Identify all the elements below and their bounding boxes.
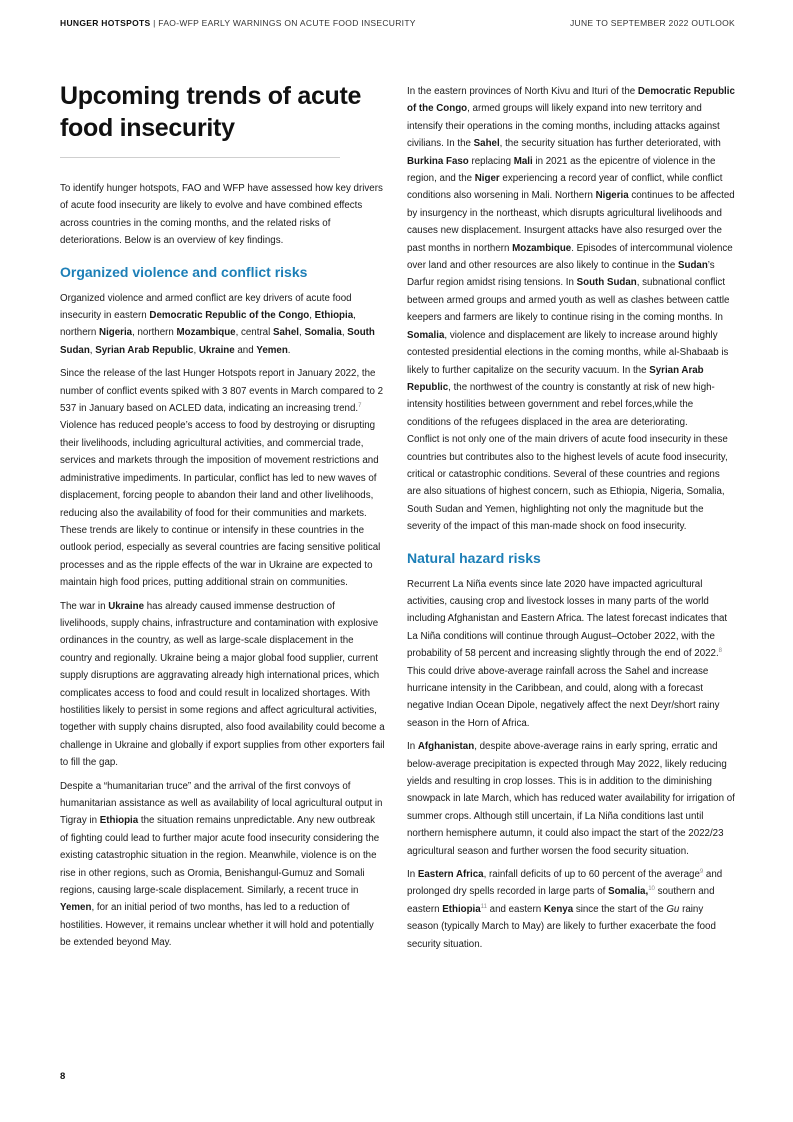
hazard-paragraph-1: Recurrent La Niña events since late 2020 have impacted agricultural activities, causing crop and livestock losses in many parts of the world including Afghanistan and Eastern Africa. The latest forecast indicates that La Niña conditions will continue through August–October 2022, with the probability of 58 percent and increasing slightly through the end of 2022.$^8$ This could drive above-average rainfall across the Sahel and increase hurricane intensity in the Caribbean, and could, along with a forecast negative Indian Ocean Dipole, negatively affect the next Deyr/short rainy season in the Horn of Africa.: [407, 578, 728, 729]
conflict-paragraph-1: Organized violence and armed conflict are key drivers of acute food insecurity in eastern Democratic Republic of the Congo, Ethiopia, northern Nigeria, northern Mozambique, central Sahel, Somalia, South Sudan, Syrian Arab Republic, Ukraine and Yemen.: [60, 292, 375, 356]
right-column: [407, 83, 735, 953]
conflict-paragraph-3: The war in Ukraine has already caused immense destruction of livelihoods, supply chains, infrastructure and contamination with explosive ordinances in the country, as well as large-scale displacement in the country and regionally. Ukraine being a major global food supplier, current supply disruptions are aggravating already high international prices, which complicates access to food and could result in localized shortages. With hostilities likely to persist in some regions and affect agricultural activities, together with supply chains disrupted, also food availability could become a challenge in Ukraine and globally if export supplies from other exporters fail to fill the gap.: [60, 600, 385, 769]
header-subtitle: FAO-WFP EARLY WARNINGS ON ACUTE FOOD INSECURITY: [158, 18, 416, 28]
footnote-ref: 10: [648, 886, 655, 893]
footnote-ref: 9: [699, 868, 704, 875]
section-heading-natural-hazard: Natural hazard risks: [407, 549, 541, 566]
page-number: 8: [60, 1071, 66, 1082]
conflict-paragraph-6: Conflict is not only one of the main drivers of acute food insecurity in these countries but contributes also to the highest levels of acute food insecurity, critical or catastrophic conditions. Several of these countries and regions are also situations of highest concern, such as Ethiopia, Nigeria, Somalia, South Sudan and Yemen, highlighting not only the magnitude but the severity of the impact of this man-made shock on food insecurity.: [407, 434, 728, 533]
footnote-ref: 8: [718, 647, 723, 654]
title-divider: [60, 157, 340, 158]
hazard-paragraph-2: In Afghanistan, despite above-average rains in early spring, erratic and below-average precipitation is expected through May 2022, likely reducing yields and resulting in crop losses. This is in addition to the diminishing snowpack in late March, which has reduced water availability for irrigation of summer crops. Although still uncertain, if La Niña conditions last until northern hemisphere autumn, it could also impact the start of the 2022/23 agricultural season and further worsen the food security situation.: [407, 741, 735, 857]
running-header: [60, 18, 416, 28]
page-title: Upcoming trends of acute food insecurity: [60, 82, 362, 142]
conflict-paragraph-2: Since the release of the last Hunger Hotspots report in January 2022, the number of conflict events spiked with 3 807 events in March compared to 2 537 in January based on ACLED data, indicating an increasing trend.$^7$ Violence has reduced people’s access to food by destroying or disrupting their livelihoods, including agricultural activities, and commercial trade, services and markets through the imposition of movement restrictions and administrative impediments. In particular, conflict has led to new waves of displacement, forcing people to abandon their land and other livelihoods, reducing also the availability of food for their communities and markets. These trends are likely to continue or intensify in these countries in the outlook period, especially as several countries are facing sensitive political processes and as the ripple effects of the war in Ukraine are expected to maintain high food prices, putting additional strain on communities.: [60, 368, 384, 589]
header-period: JUNE TO SEPTEMBER 2022 OUTLOOK: [569, 18, 735, 28]
header-separator: |: [150, 18, 159, 28]
conflict-paragraph-5: In the eastern provinces of North Kivu and Ituri of the Democratic Republic of the Congo, armed groups will likely expand into new territory and intensify their operations in the coming months, including attacks against civilians. In the Sahel, the security situation has further deteriorated, with Burkina Faso replacing Mali in 2021 as the epicentre of violence in the region, and the Niger experiencing a record year of conflict, while conflict conditions also worsening in Mali. Northern Nigeria continues to be affected by insurgency in the northeast, which disrupts agricultural livelihoods and causes new displacement. Insurgent attacks have also resurged over the past months in northern Mozambique. Episodes of intercommunal violence over land and other resources are also likely to continue in the Sudan’s Darfur region amidst rising tensions. In South Sudan, subnational conflict between armed groups and armed youth as well as clashes between cattle keepers and farmers are likely to continue rising in the coming months. In Somalia, violence and displacement are likely to increase around highly contested presidential elections in the coming months, while al-Shabaab is likely to further capitalize on the security vacuum. In the Syrian Arab Republic, the northwest of the country is constantly at risk of new high-intensity hostilities between government and rebel forces,while the conditions of the refugees displaced in the area are deteriorating.: [407, 86, 735, 428]
section-heading-conflict: Organized violence and conflict risks: [60, 263, 308, 280]
header-brand: HUNGER HOTSPOTS: [60, 18, 151, 28]
conflict-paragraph-4: Despite a “humanitarian truce” and the arrival of the first convoys of humanitarian assistance as well as availability of local agricultural output in Tigray in Ethiopia the situation remains unpredictable. Any new outbreak of fighting could lead to further major acute food insecurity considering the existing catastrophic situation in the region. Meanwhile, violence is on the rise in other regions, such as Oromia, Benishangul-Gumuz and Somali regions, causing large-scale displacement. Similarly, a recent truce in Yemen, for an initial period of two months, has led to a reduction of hostilities. However, it remains unclear whether it will hold and potentially be extended beyond May.: [60, 780, 383, 949]
footnote-ref: 7: [358, 402, 362, 409]
hazard-paragraph-3: In Eastern Africa, rainfall deficits of up to 60 percent of the average$^9$ and prolonged dry spells recorded in large parts of Somalia,$^{10}$ southern and eastern Ethiopia$^{11}$ and eastern Kenya since the start of the Gu rainy season (typically March to May) are likely to further exacerbate the food security situation.: [407, 868, 723, 950]
footnote-ref: 11: [480, 903, 487, 910]
left-column: [60, 180, 385, 952]
intro-paragraph: To identify hunger hotspots, FAO and WFP have assessed how key drivers of acute food insecurity are likely to evolve and have combined effects across countries in the coming months, and the related risks of deteriorations. Below is an overview of key findings.: [60, 183, 383, 247]
